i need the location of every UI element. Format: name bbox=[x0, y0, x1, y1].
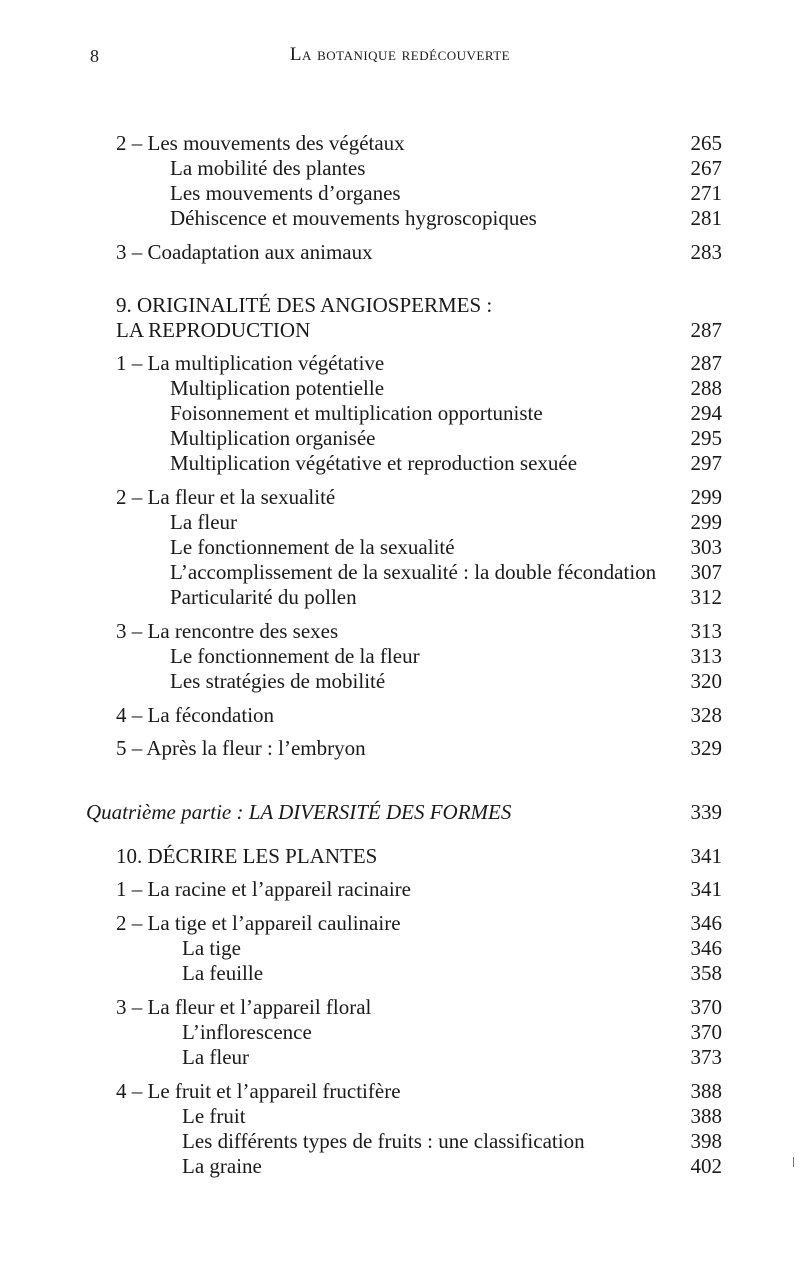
toc-entry bbox=[0, 559, 800, 585]
toc-entry bbox=[0, 1153, 800, 1179]
toc-entry bbox=[0, 935, 800, 961]
toc-entry-page: 313 bbox=[690, 644, 722, 668]
toc-entry-title: Multiplication végétative et reproduction sexuée bbox=[170, 451, 578, 475]
toc-entry bbox=[0, 155, 800, 181]
toc-entry bbox=[0, 1128, 800, 1154]
toc-entry bbox=[0, 643, 800, 669]
toc-entry bbox=[0, 400, 800, 426]
toc-entry-title: 3 – La rencontre des sexes bbox=[116, 619, 339, 643]
toc-entry bbox=[0, 205, 800, 231]
chapter-heading bbox=[0, 317, 800, 343]
toc-entry-title: 4 – La fécondation bbox=[116, 703, 275, 727]
toc-entry-title: Foisonnement et multiplication opportuniste bbox=[170, 401, 543, 425]
toc-entry-title: Les différents types de fruits : une classification bbox=[182, 1129, 585, 1153]
toc-entry-page: 398 bbox=[690, 1129, 722, 1153]
chapter-heading bbox=[0, 843, 800, 869]
toc-entry bbox=[0, 350, 800, 376]
chapter-title: 9. ORIGINALITÉ DES ANGIOSPERMES : bbox=[116, 293, 493, 317]
toc-entry-title: La tige bbox=[182, 936, 241, 960]
toc-entry-page: 341 bbox=[690, 844, 722, 868]
scan-mark bbox=[793, 1157, 794, 1167]
toc-entry-title: 3 – Coadaptation aux animaux bbox=[116, 240, 373, 264]
toc-entry bbox=[0, 618, 800, 644]
toc-entry-title: Multiplication organisée bbox=[170, 426, 376, 450]
toc-entry-title: Déhiscence et mouvements hygroscopiques bbox=[170, 206, 537, 230]
toc-entry-title: Le fruit bbox=[182, 1104, 246, 1128]
toc-entry-page: 295 bbox=[690, 426, 722, 450]
toc-entry bbox=[0, 375, 800, 401]
toc-entry-page: 312 bbox=[690, 585, 722, 609]
toc-entry-page: 388 bbox=[690, 1079, 722, 1103]
part-heading bbox=[0, 799, 800, 825]
toc-entry-page: 288 bbox=[690, 376, 722, 400]
toc-entry-page: 373 bbox=[690, 1045, 722, 1069]
toc-entry bbox=[0, 534, 800, 560]
toc-entry-page: 283 bbox=[690, 240, 722, 264]
toc-entry-page: 341 bbox=[690, 877, 722, 901]
toc-entry-page: 370 bbox=[690, 995, 722, 1019]
toc-entry-page: 346 bbox=[690, 936, 722, 960]
toc-entry-page: 294 bbox=[690, 401, 722, 425]
toc-entry bbox=[0, 180, 800, 206]
page-number: 8 bbox=[90, 46, 99, 66]
toc-entry bbox=[0, 668, 800, 694]
toc-entry-page: 267 bbox=[690, 156, 722, 180]
toc-entry bbox=[0, 584, 800, 610]
toc-entry-page: 388 bbox=[690, 1104, 722, 1128]
toc-entry-title: 2 – La fleur et la sexualité bbox=[116, 485, 336, 509]
toc-entry-page: 287 bbox=[690, 318, 722, 342]
toc-entry-page: 358 bbox=[690, 961, 722, 985]
toc-entry-title: L’accomplissement de la sexualité : la double fécondation bbox=[170, 560, 657, 584]
toc-entry bbox=[0, 735, 800, 761]
toc-entry-title: Les mouvements d’organes bbox=[170, 181, 401, 205]
toc-entry-page: 339 bbox=[690, 800, 722, 824]
toc-entry bbox=[0, 910, 800, 936]
toc-entry bbox=[0, 1044, 800, 1070]
toc-entry-title: 1 – La multiplication végétative bbox=[116, 351, 385, 375]
toc-entry-page: 297 bbox=[690, 451, 722, 475]
toc-entry bbox=[0, 239, 800, 265]
toc-entry-title: La fleur bbox=[182, 1045, 250, 1069]
toc-entry-title: 4 – Le fruit et l’appareil fructifère bbox=[116, 1079, 401, 1103]
toc-entry-title: La feuille bbox=[182, 961, 264, 985]
toc-entry-title: Le fonctionnement de la sexualité bbox=[170, 535, 455, 559]
chapter-title: LA REPRODUCTION bbox=[116, 318, 311, 342]
toc-entry-title: Particularité du pollen bbox=[170, 585, 357, 609]
toc-entry-title: Le fonctionnement de la fleur bbox=[170, 644, 420, 668]
part-title: Quatrième partie : LA DIVERSITÉ DES FORMES bbox=[86, 800, 512, 824]
toc-entry-page: 402 bbox=[690, 1154, 722, 1178]
toc-entry bbox=[0, 702, 800, 728]
toc-entry-title: 1 – La racine et l’appareil racinaire bbox=[116, 877, 411, 901]
toc-entry-page: 307 bbox=[690, 560, 722, 584]
toc-entry-page: 346 bbox=[690, 911, 722, 935]
toc-entry bbox=[0, 1078, 800, 1104]
toc-entry bbox=[0, 1103, 800, 1129]
toc-entry bbox=[0, 425, 800, 451]
toc-entry-title: 2 – La tige et l’appareil caulinaire bbox=[116, 911, 401, 935]
toc-entry-title: 5 – Après la fleur : l’embryon bbox=[116, 736, 366, 760]
toc-entry-title: 2 – Les mouvements des végétaux bbox=[116, 131, 405, 155]
toc-entry-title: La graine bbox=[182, 1154, 262, 1178]
toc-entry-title: La fleur bbox=[170, 510, 238, 534]
toc-entry-page: 271 bbox=[690, 181, 722, 205]
toc-entry bbox=[0, 484, 800, 510]
toc-entry-page: 299 bbox=[690, 510, 722, 534]
toc-entry-page: 303 bbox=[690, 535, 722, 559]
toc-entry bbox=[0, 876, 800, 902]
toc-entry-title: 3 – La fleur et l’appareil floral bbox=[116, 995, 372, 1019]
toc-entry-page: 287 bbox=[690, 351, 722, 375]
toc-entry-page: 299 bbox=[690, 485, 722, 509]
toc-entry-page: 329 bbox=[690, 736, 722, 760]
toc-entry-title: Les stratégies de mobilité bbox=[170, 669, 386, 693]
toc-entry-title: L’inflorescence bbox=[182, 1020, 312, 1044]
toc-entry bbox=[0, 509, 800, 535]
toc-entry-page: 320 bbox=[690, 669, 722, 693]
toc-entry bbox=[0, 1019, 800, 1045]
chapter-heading bbox=[0, 292, 800, 318]
toc-entry bbox=[0, 450, 800, 476]
running-title: La botanique redécouverte bbox=[289, 44, 511, 65]
toc-entry-page: 313 bbox=[690, 619, 722, 643]
toc-entry-page: 328 bbox=[690, 703, 722, 727]
toc-entry bbox=[0, 960, 800, 986]
chapter-title: 10. DÉCRIRE LES PLANTES bbox=[116, 844, 378, 868]
toc-entry-page: 281 bbox=[690, 206, 722, 230]
toc-entry-title: Multiplication potentielle bbox=[170, 376, 385, 400]
toc-entry-title: La mobilité des plantes bbox=[170, 156, 366, 180]
toc-entry bbox=[0, 994, 800, 1020]
toc-entry-page: 370 bbox=[690, 1020, 722, 1044]
toc-entry bbox=[0, 130, 800, 156]
toc-entry-page: 265 bbox=[690, 131, 722, 155]
